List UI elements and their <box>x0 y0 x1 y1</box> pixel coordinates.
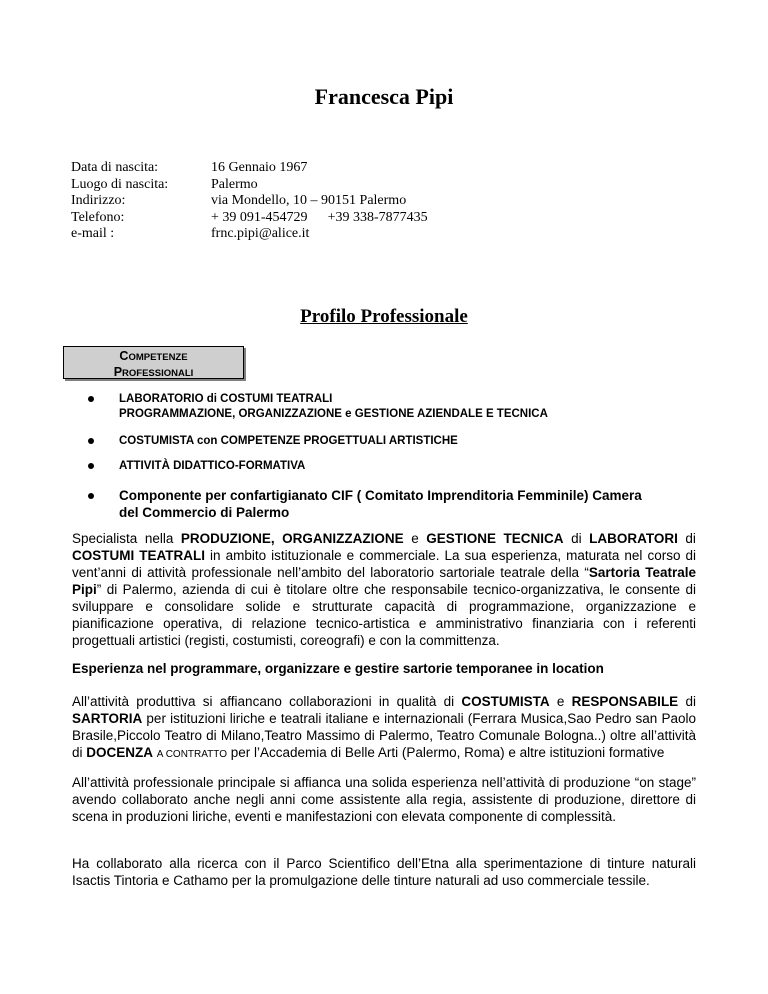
experience-heading: Esperienza nel programmare, organizzare e gestire sartorie temporanee in location <box>72 661 604 676</box>
bullet-3-text: ATTIVITÀ DIDATTICO-FORMATIVA <box>119 460 306 472</box>
paragraph-collaborazioni <box>72 693 696 763</box>
bullet-4-line-2: del Commercio di Palermo <box>119 505 290 520</box>
para2-end: per l’Accademia di Belle Arti (Palermo, Roma) e altre istituzioni formative <box>230 745 665 760</box>
paragraph-on-stage: All’attività professionale principale si affianca una solida esperienza nell’attività di produzione “on stage” avendo collaborato anche negli anni come assistente alla regia, assistente di produzione, direttore di scena in produzioni liriche, eventi e manifestazioni con elevata componente di complessità. <box>72 775 696 824</box>
competenze-line-2 <box>64 365 243 381</box>
bullet-icon <box>88 396 94 402</box>
email-row <box>71 226 428 243</box>
para2-costumista: COSTUMISTA <box>461 694 550 709</box>
birth-date-value: 16 Gennaio 1967 <box>211 160 308 175</box>
paragraph-specialista <box>72 530 696 649</box>
address-label: Indirizzo: <box>71 193 126 208</box>
para1-lead: Specialista nella <box>72 531 174 546</box>
personal-info <box>71 160 428 243</box>
para1-di-2: di <box>685 531 696 546</box>
phone-label: Telefono: <box>71 209 125 225</box>
para2-lead: All’attività produttiva si affiancano collaborazioni in qualità di <box>72 694 455 709</box>
competenze-line-1 <box>64 349 243 365</box>
paragraph-ricerca: Ha collaborato alla ricerca con il Parco Scientifico dell’Etna alla sperimentazione di tinture naturali Isactis Tintoria e Cathamo per la promulgazione delle tinture naturali ad uso commerciale tessile. <box>72 856 696 888</box>
birth-date-label: Data di nascita: <box>71 160 159 175</box>
bullet-icon <box>88 463 94 469</box>
para1-sartoria-teatrale-pipi: Sartoria Teatrale Pipi <box>72 565 696 597</box>
competenze-initial-2: P <box>113 365 123 379</box>
email-value: frnc.pipi@alice.it <box>211 226 310 241</box>
competenze-box <box>63 346 244 379</box>
phone-value-1: + 39 091-454729 <box>211 209 308 225</box>
para2-docenza: DOCENZA <box>86 745 154 760</box>
para1-rest-2: ” di Palermo, azienda di cui è titolare oltre che responsabile tecnico-organizzativa, le consente di sviluppare e consolidare solide e strutturate capacità di programmazione, organizzazione e pianificazione operativa, di relazione tecnico-artistica e amministrativo finanziaria con i referenti progettuali artistici (registi, costumisti, coreografi) e con la committenza. <box>72 582 696 648</box>
bullet-4-line-1: Componente per confartigianato CIF ( Comitato Imprenditoria Femminile) Camera <box>119 488 642 503</box>
birth-place-label: Luogo di nascita: <box>71 176 169 192</box>
para1-di: di <box>571 531 582 546</box>
section-title: Profilo Professionale <box>300 306 468 327</box>
email-label: e-mail : <box>71 226 115 241</box>
birth-place-row <box>71 177 428 194</box>
para1-organizzazione: ORGANIZZAZIONE <box>282 531 404 546</box>
bullet-icon <box>88 438 94 444</box>
para1-e: e <box>411 531 419 546</box>
phone-value-2: +39 338-7877435 <box>327 209 428 225</box>
para1-rest-1: in ambito istituzionale e commerciale. La sua esperienza, maturata nel corso di vent’anni di attività professionale nell’ambito del laboratorio sartoriale teatrale della “ <box>72 548 696 580</box>
para2-a-contratto: A CONTRATTO <box>156 749 227 760</box>
competenze-rest-1: OMPETENZE <box>128 352 188 363</box>
para2-e: e <box>556 694 565 709</box>
bullet-icon <box>88 493 94 499</box>
competenze-rest-2: ROFESSIONALI <box>122 368 194 379</box>
para2-responsabile: RESPONSABILE <box>571 694 679 709</box>
para1-costumi-teatrali: COSTUMI TEATRALI <box>72 548 206 563</box>
para2-di: di <box>685 694 696 709</box>
address-row <box>71 193 428 210</box>
bullet-1-line-2: PROGRAMMAZIONE, ORGANIZZAZIONE e GESTIONE AZIENDALE E TECNICA <box>119 408 548 420</box>
para1-laboratori: LABORATORI <box>589 531 678 546</box>
bullet-1-line-1: LABORATORIO di COSTUMI TEATRALI <box>119 393 333 405</box>
person-name: Francesca Pipi <box>314 84 454 109</box>
birth-place-value: Palermo <box>211 176 258 192</box>
para1-produzione: PRODUZIONE, <box>180 531 275 546</box>
competenze-initial-1: C <box>119 349 129 363</box>
para1-gestione-tecnica: GESTIONE TECNICA <box>426 531 564 546</box>
para2-sartoria: SARTORIA <box>72 711 143 726</box>
bullet-2-text: COSTUMISTA con COMPETENZE PROGETTUALI ARTISTICHE <box>119 435 458 447</box>
address-value: via Mondello, 10 – 90151 Palermo <box>211 193 407 208</box>
birth-date-row <box>71 160 428 177</box>
para2-mid: per istituzioni liriche e teatrali italiane e internazionali (Ferrara Musica,Sao Pedro san Paolo Brasile,Piccolo Teatro di Milano,Teatro Massimo di Palermo, Teatro Comunale Bologna..) oltre all’attività di <box>72 711 696 760</box>
phone-row <box>71 210 428 227</box>
